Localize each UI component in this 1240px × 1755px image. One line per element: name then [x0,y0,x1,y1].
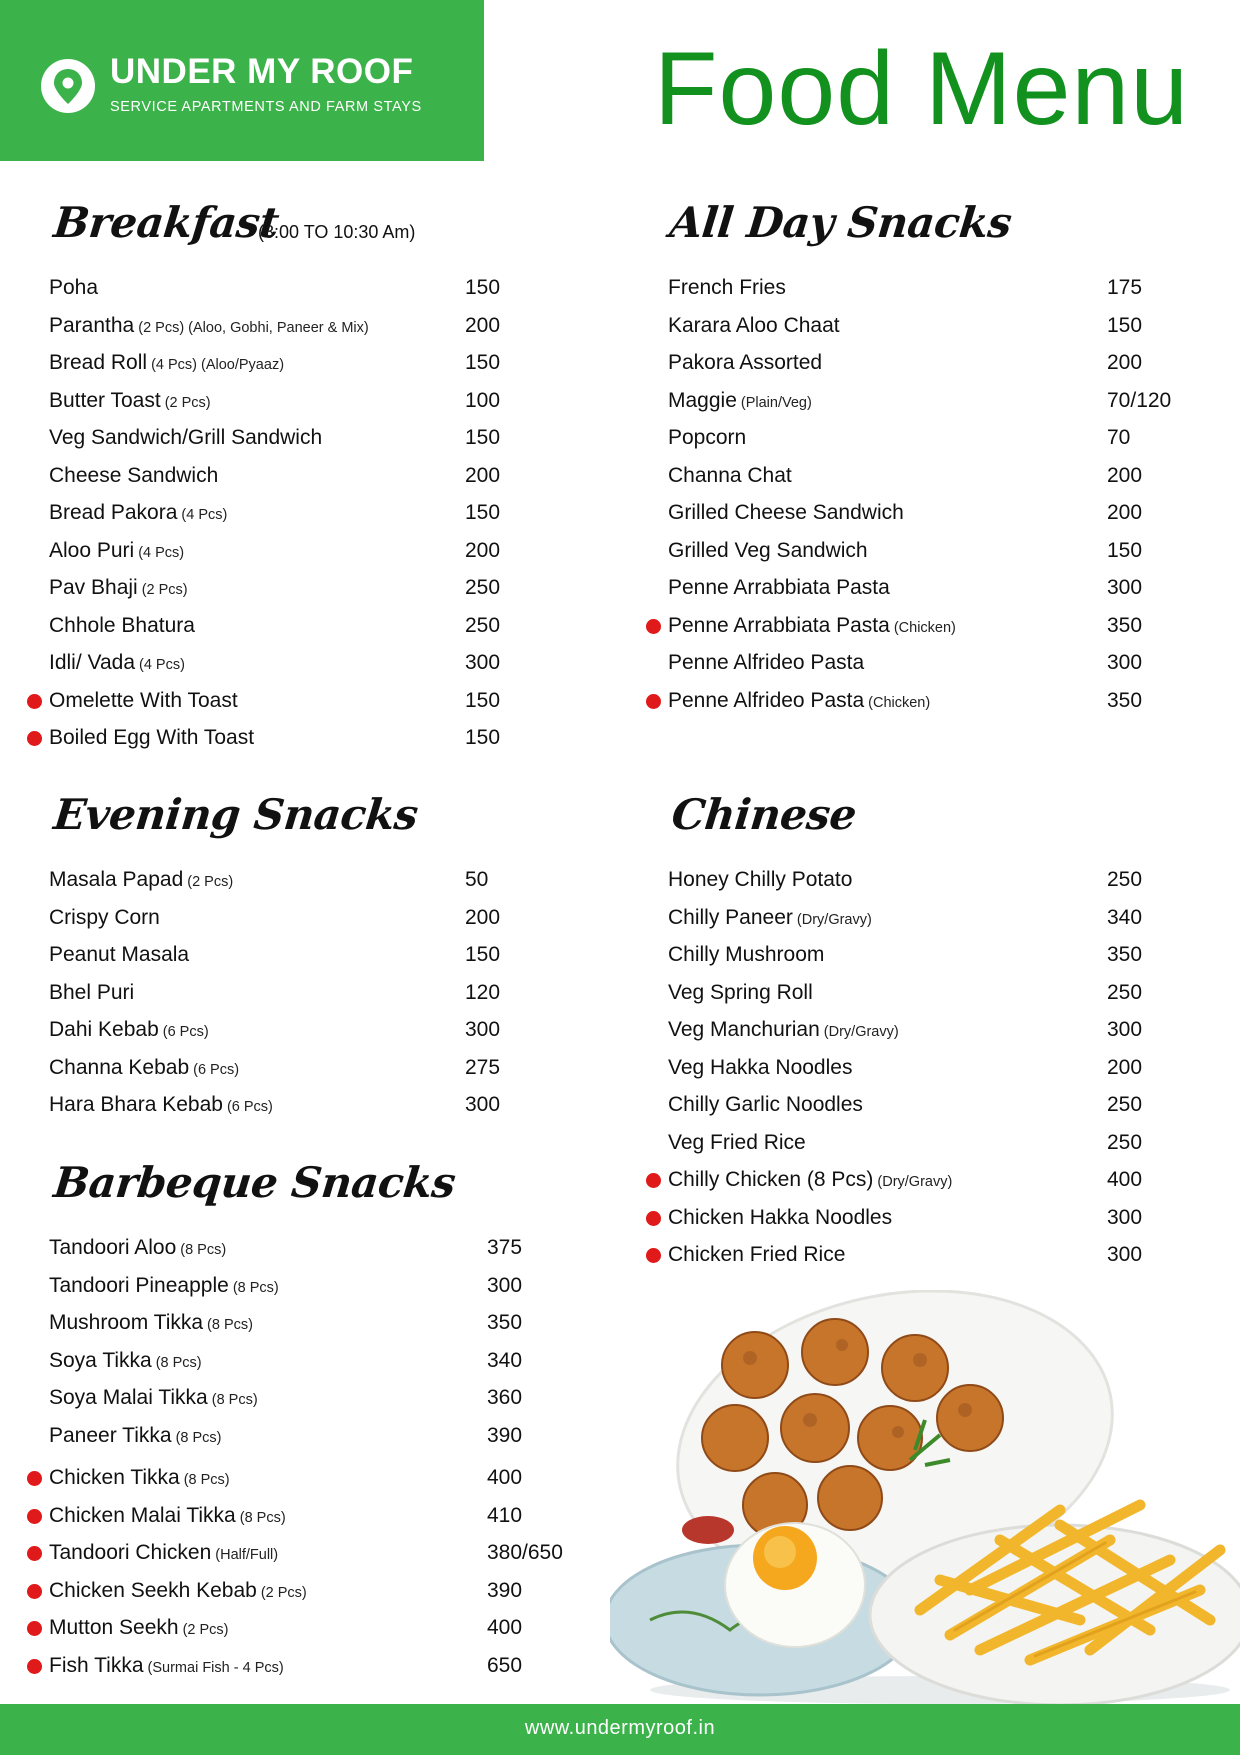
item-price: 200 [1107,351,1143,374]
item-note: (2 Pcs) [182,1622,229,1638]
item-price: 400 [487,1616,523,1639]
menu-item [49,903,519,941]
item-price: 340 [1107,905,1143,929]
menu-item [49,423,519,461]
nonveg-dot-icon [646,694,661,709]
item-name [668,1015,899,1047]
menu-item [668,573,1188,611]
item-name [668,273,786,303]
page-title: Food Menu [654,31,1190,147]
nonveg-dot-icon [646,1173,661,1188]
item-price: 200 [465,538,501,562]
item-price: 250 [1107,980,1143,1004]
item-price: 150 [1107,313,1143,337]
item-name [49,461,218,491]
chinese-title: Chinese [669,790,859,839]
item-name [668,686,930,718]
item-name-text: Grilled Cheese Sandwich [668,501,904,524]
item-price: 300 [465,1093,501,1116]
item-name-text: Parantha [49,313,135,337]
item-note: (8 Pcs) [180,1242,227,1258]
item-name [668,1165,952,1197]
menu-item [49,1233,589,1271]
item-name-text: Bread Pakora [49,501,178,524]
item-note: (8 Pcs) [183,1472,230,1488]
item-price: 300 [1107,1243,1143,1266]
item-name [49,536,184,568]
item-name [668,536,868,566]
item-name [49,1538,278,1570]
menu-item [49,686,519,724]
item-note: (Chicken) [893,619,956,636]
item-name [49,865,233,897]
website-link[interactable]: www.undermyroof.in [524,1717,716,1739]
item-name-text: Chilly Garlic Noodles [668,1093,863,1116]
menu-item [49,348,519,386]
item-name-text: Penne Arrabbiata Pasta [668,613,890,637]
item-price: 300 [465,1018,501,1041]
item-price: 150 [465,501,501,524]
menu-item [49,536,519,574]
nonveg-dot-icon [646,1211,661,1226]
menu-item [49,1538,589,1576]
item-name-text: Pav Bhaji [49,576,138,599]
menu-item [668,978,1188,1016]
item-price: 360 [487,1386,523,1409]
item-name-text: Chicken Tikka [49,1466,180,1489]
item-name [49,1346,202,1378]
item-price: 400 [1107,1168,1143,1191]
item-name [668,1128,806,1158]
item-name [668,865,852,895]
item-name [49,1053,239,1085]
item-name-text: Tandoori Aloo [49,1236,177,1259]
item-name-text: Butter Toast [49,388,161,412]
item-price: 250 [1107,1093,1143,1116]
item-note: (4 Pcs) (Aloo/Pyaaz) [151,357,285,373]
item-price: 100 [465,388,501,412]
item-name [668,573,890,603]
item-name [49,348,284,380]
item-price: 380/650 [487,1541,563,1564]
evening-snacks-title: Evening Snacks [51,790,421,839]
item-name-text: Chicken Seekh Kebab [49,1578,257,1602]
item-price: 350 [487,1311,523,1334]
item-name [49,1271,279,1303]
item-name [668,311,840,341]
menu-item [49,311,519,349]
item-price: 300 [1107,576,1143,599]
item-price: 150 [465,688,501,712]
item-price: 150 [465,426,501,449]
menu-item [49,273,519,311]
item-note: (Half/Full) [215,1547,279,1563]
item-note: (Dry/Gravy) [823,1024,899,1040]
menu-item [49,1015,519,1053]
menu-item [668,686,1188,724]
item-note: (Chicken) [868,694,931,711]
item-name [49,903,160,933]
item-note: (8 Pcs) [211,1392,258,1408]
menu-item [668,348,1188,386]
item-name [49,573,188,605]
menu-item [668,903,1188,941]
item-price: 70/120 [1107,388,1172,412]
menu-item [49,723,519,761]
item-name-text: Popcorn [668,426,747,449]
item-name-text: Maggie [668,388,737,412]
item-name-text: Omelette With Toast [49,688,238,712]
item-name [668,461,792,491]
item-price: 250 [1107,868,1143,891]
item-name [49,723,254,753]
menu-item [668,461,1188,499]
menu-item [668,1053,1188,1091]
item-price: 150 [465,943,501,966]
menu-item [49,1651,589,1689]
item-name-text: Veg Manchurian [668,1018,820,1041]
menu-item [668,865,1188,903]
item-name-text: Cheese Sandwich [49,463,219,487]
item-note: (2 Pcs) [187,874,234,890]
nonveg-dot-icon [27,1659,42,1674]
menu-item [668,1128,1188,1166]
item-name [668,1240,845,1270]
menu-item [668,648,1188,686]
item-name-text: French Fries [668,276,786,299]
item-name [668,978,813,1008]
item-note: (8 Pcs) [207,1317,253,1333]
nonveg-dot-icon [27,1584,42,1599]
food-plate-photo [610,1290,1240,1710]
item-name-text: Soya Tikka [49,1348,152,1372]
item-name [49,648,185,680]
menu-item [49,1346,589,1384]
item-price: 200 [1107,463,1143,487]
brand-tagline: SERVICE APARTMENTS AND FARM STAYS [110,99,422,115]
item-name-text: Chicken Fried Rice [668,1243,846,1266]
menu-item [49,611,519,649]
item-price: 150 [465,351,501,374]
menu-item [668,386,1188,424]
nonveg-dot-icon [27,694,42,709]
item-price: 350 [1107,613,1143,637]
item-name [49,1463,230,1495]
menu-item [49,1308,589,1346]
menu-item [49,461,519,499]
item-note: (2 Pcs) [164,394,211,411]
item-price: 150 [1107,538,1143,562]
menu-item [49,940,519,978]
item-name-text: Dahi Kebab [49,1018,159,1041]
item-price: 300 [1107,651,1143,674]
item-note: (8 Pcs) [239,1509,286,1526]
menu-item [49,1053,519,1091]
brand-name: UNDER MY ROOF [110,52,414,91]
item-note: (4 Pcs) [139,657,185,673]
menu-item [668,940,1188,978]
item-note: (Surmai Fish - 4 Pcs) [147,1659,284,1676]
item-name-text: Channa Kebab [49,1055,190,1079]
item-name [49,1308,253,1340]
item-name [668,1053,852,1083]
item-name [668,648,864,678]
item-price: 120 [465,980,501,1004]
nonveg-dot-icon [27,1509,42,1524]
item-note: (8 Pcs) [175,1429,222,1446]
item-note: (6 Pcs) [193,1061,240,1078]
item-name [49,498,227,530]
menu-item [668,536,1188,574]
item-price: 200 [1107,501,1143,524]
item-note: (4 Pcs) [181,507,228,523]
item-price: 50 [465,868,489,891]
breakfast-hours: (8:00 TO 10:30 Am) [258,222,416,242]
item-name [49,940,189,970]
item-name-text: Bread Roll [49,351,148,374]
item-name [49,386,211,418]
item-name [49,1383,258,1415]
item-name [49,1421,222,1453]
evening-snacks-list [49,865,519,1128]
item-note: (2 Pcs) (Aloo, Gobhi, Paneer & Mix) [138,319,369,336]
item-note: (8 Pcs) [155,1354,202,1371]
item-name [668,348,822,378]
item-price: 340 [487,1348,523,1372]
item-price: 150 [465,276,501,299]
menu-item [668,311,1188,349]
item-price: 390 [487,1578,523,1602]
menu-item [49,1463,589,1501]
footer-bar [0,1704,1240,1755]
item-name-text: Boiled Egg With Toast [49,726,255,749]
item-name-text: Chilly Paneer [668,905,793,929]
item-price: 200 [465,905,501,929]
item-name [668,386,812,418]
menu-item [668,423,1188,461]
item-name [49,1015,209,1047]
item-price: 390 [487,1423,523,1447]
item-price: 200 [1107,1055,1143,1079]
item-name-text: Veg Spring Roll [668,980,813,1004]
item-name [668,611,956,643]
item-note: (6 Pcs) [226,1099,273,1115]
item-name-text: Poha [49,276,99,299]
item-name-text: Veg Sandwich/Grill Sandwich [49,426,323,449]
item-note: (8 Pcs) [232,1279,279,1296]
item-name-text: Chicken Hakka Noodles [668,1205,893,1229]
menu-item [49,1421,589,1459]
item-name-text: Chicken Malai Tikka [49,1503,236,1527]
item-name [49,686,238,716]
item-price: 70 [1107,426,1131,449]
nonveg-dot-icon [27,1621,42,1636]
item-name-text: Aloo Puri [49,538,135,562]
item-name-text: Veg Fried Rice [668,1130,806,1154]
item-price: 300 [487,1273,523,1297]
item-name-text: Crispy Corn [49,905,160,929]
item-price: 250 [465,576,501,599]
item-price: 200 [465,463,501,487]
menu-item [49,1613,589,1651]
nonveg-dot-icon [27,731,42,746]
menu-item [49,386,519,424]
nonveg-dot-icon [646,619,661,634]
item-name-text: Tandoori Pineapple [49,1273,229,1297]
item-name [49,1233,226,1265]
item-price: 300 [1107,1205,1143,1229]
item-name [668,1090,863,1120]
item-name-text: Tandoori Chicken [49,1541,212,1564]
item-name-text: Idli/ Vada [49,651,135,674]
item-name-text: Penne Alfrideo Pasta [668,651,865,674]
menu-item [49,498,519,536]
item-name [49,611,195,641]
item-name-text: Fish Tikka [49,1653,144,1677]
item-name-text: Masala Papad [49,868,184,891]
item-price: 300 [1107,1018,1143,1041]
item-name-text: Veg Hakka Noodles [668,1055,853,1079]
menu-item [49,573,519,611]
item-name [49,423,322,453]
item-name [49,1651,284,1683]
item-name-text: Soya Malai Tikka [49,1386,208,1409]
nonveg-dot-icon [27,1546,42,1561]
item-note: (6 Pcs) [162,1024,209,1040]
item-name-text: Penne Arrabbiata Pasta [668,576,890,599]
nonveg-dot-icon [27,1471,42,1486]
item-price: 150 [465,726,501,749]
item-name-text: Peanut Masala [49,943,190,966]
item-name [49,311,369,343]
item-name [668,903,872,935]
menu-item [49,865,519,903]
item-price: 175 [1107,276,1143,299]
item-price: 400 [487,1466,523,1489]
item-name [49,273,98,303]
item-name-text: Paneer Tikka [49,1423,172,1447]
barbeque-snacks-list [49,1233,589,1688]
chinese-list [668,865,1188,1278]
item-price: 300 [465,651,501,674]
menu-item [668,1090,1188,1128]
brand-header [0,0,484,161]
item-name-text: Chilly Mushroom [668,943,825,966]
item-note: (Plain/Veg) [740,394,812,411]
item-name-text: Honey Chilly Potato [668,868,853,891]
item-name-text: Channa Chat [668,463,792,487]
item-note: (Dry/Gravy) [796,911,872,928]
barbeque-snacks-title: Barbeque Snacks [51,1158,458,1207]
item-name [49,1501,286,1533]
item-name-text: Karara Aloo Chaat [668,313,840,337]
item-name [49,1613,229,1645]
item-name [49,1576,307,1608]
breakfast-title: Breakfast [51,198,282,247]
item-price: 250 [465,613,501,637]
menu-item [668,498,1188,536]
menu-item [668,273,1188,311]
item-name-text: Hara Bhara Kebab [49,1093,223,1116]
menu-item [49,1271,589,1309]
all-day-snacks-title: All Day Snacks [667,198,1014,247]
location-pin-icon [40,58,96,114]
item-price: 350 [1107,688,1143,712]
item-name [668,940,824,970]
breakfast-list [49,273,519,761]
item-name-text: Mushroom Tikka [49,1311,204,1334]
item-price: 410 [487,1503,523,1527]
nonveg-dot-icon [646,1248,661,1263]
item-name-text: Chilly Chicken (8 Pcs) [668,1168,874,1191]
item-name-text: Pakora Assorted [668,351,823,374]
menu-item [49,978,519,1016]
menu-item [668,611,1188,649]
item-name [668,423,746,453]
item-name-text: Bhel Puri [49,980,135,1004]
item-price: 375 [487,1236,523,1259]
item-note: (4 Pcs) [138,544,185,561]
menu-item [49,1501,589,1539]
menu-item [49,648,519,686]
menu-item [668,1240,1188,1278]
menu-item [668,1203,1188,1241]
item-name [49,1090,273,1122]
item-price: 650 [487,1653,523,1677]
item-name [668,1203,892,1233]
item-name-text: Grilled Veg Sandwich [668,538,868,562]
item-price: 250 [1107,1130,1143,1154]
item-price: 275 [465,1055,501,1079]
item-name [49,978,134,1008]
item-price: 200 [465,313,501,337]
item-name-text: Chhole Bhatura [49,613,195,637]
item-price: 350 [1107,943,1143,966]
menu-item [668,1015,1188,1053]
item-note: (2 Pcs) [260,1584,307,1601]
all-day-snacks-list [668,273,1188,723]
item-note: (Dry/Gravy) [877,1174,953,1190]
menu-item [49,1576,589,1614]
item-name-text: Penne Alfrideo Pasta [668,688,865,712]
item-name [668,498,904,528]
item-note: (2 Pcs) [141,582,188,598]
menu-item [49,1383,589,1421]
menu-item [49,1090,519,1128]
item-name-text: Mutton Seekh [49,1616,179,1639]
menu-item [668,1165,1188,1203]
